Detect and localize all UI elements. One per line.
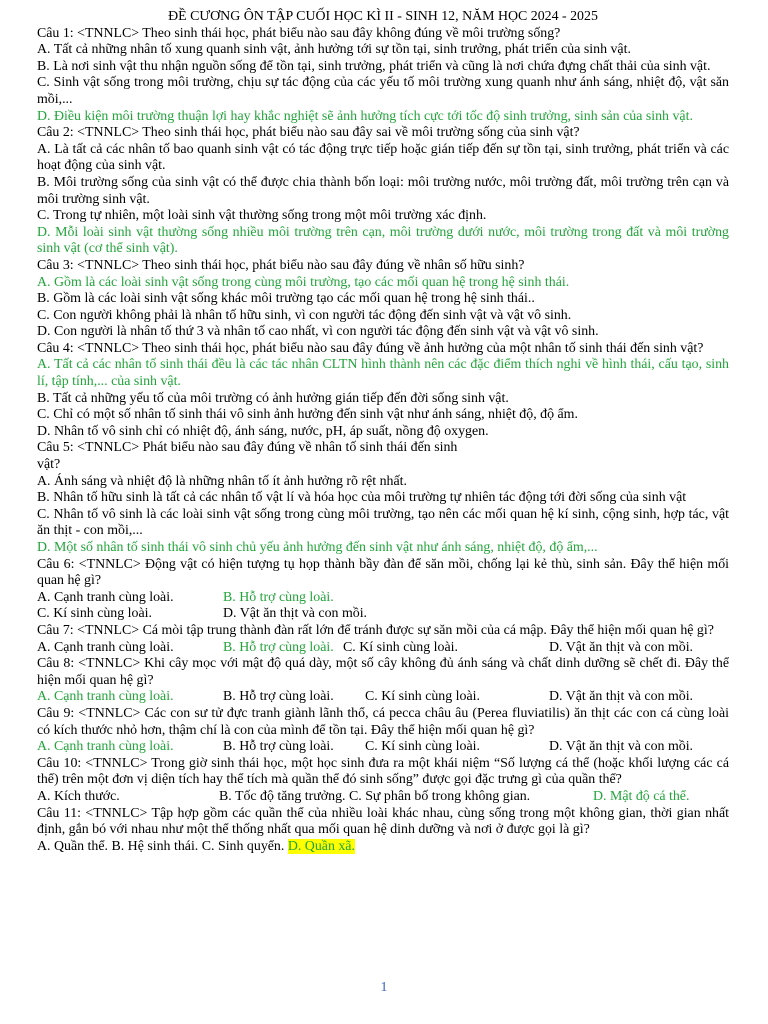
document-body (37, 9, 729, 855)
question-7-stem: Câu 7: <TNNLC> Cá mòi tập trung thành đàn rất lớn để tránh được sự săn mồi của cá mập. Đây thể hiện mối quan hệ gì? (37, 622, 714, 638)
question-2-option-d: D. Mỗi loài sinh vật thường sống nhiều môi trường trên cạn, môi trường dưới nước, môi trường trong đất và môi trường sinh vật (cơ thể sinh vật). (37, 224, 729, 257)
question-4-option-c: C. Chỉ có một số nhân tố sinh thái vô sinh ảnh hưởng đến sinh vật như ánh sáng, nhiệt độ, độ ẩm. (37, 407, 578, 423)
question-9-stem: Câu 9: <TNNLC> Các con sư tử đực tranh giành lãnh thổ, cá pecca châu âu (Perea fluviatilis) ăn thịt các con cá cùng loài có kích thước nhỏ hơn, thậm chí là con của mình để tồn tại. Đây thể hiện mối quan hệ gì? (37, 705, 729, 738)
question-8-stem: Câu 8: <TNNLC> Khi cây mọc với mật độ quá dày, một số cây không đủ ánh sáng và chất dinh dưỡng sẽ chết đi. Đây thể hiện mối quan hệ gì? (37, 656, 729, 688)
question-10-option-d: D. Mật độ cá thể. (593, 788, 690, 804)
question-2-option-a: A. Là tất cả các nhân tố bao quanh sinh vật có tác động trực tiếp hoặc gián tiếp đến sự tồn tại, sinh trưởng, phát triển và các hoạt động của sinh vật. (37, 141, 729, 174)
question-1-option-d: D. Điều kiện môi trường thuận lợi hay khắc nghiệt sẽ ảnh hưởng tích cực tới tốc độ sinh trưởng, sinh sản của sinh vật. (37, 108, 693, 124)
question-10-option-c: C. Sự phân bố trong không gian. (349, 788, 531, 804)
question-10-stem: Câu 10: <TNNLC> Trong giờ sinh thái học, một học sinh đưa ra một khái niệm “Số lượng cá thể (hoặc khối lượng các cá thể) trên một đơn vị diện tích hay thể tích mà quần thể đó sinh sống” được gọi đặc trưng gì của quần thể? (37, 755, 729, 788)
question-3-option-a: A. Gồm là các loài sinh vật sống trong cùng môi trường, tạo các mối quan hệ trong hệ sinh thái. (37, 274, 570, 290)
question-6-option-b: B. Hỗ trợ cùng loài. (223, 589, 334, 605)
question-5-stem: Câu 5: <TNNLC> Phát biểu nào sau đây đúng về nhân tố sinh thái đến sinh (37, 440, 458, 456)
question-9-option-d: D. Vật ăn thịt và con mồi. (549, 739, 694, 755)
question-6-options-row-1 (37, 590, 729, 607)
question-10-options-row (37, 789, 729, 806)
question-9-option-b: B. Hỗ trợ cùng loài. (223, 739, 334, 755)
question-3-option-b: B. Gồm là các loài sinh vật sống khác môi trường tạo các mối quan hệ trong hệ sinh thái.. (37, 291, 535, 307)
question-8-option-d: D. Vật ăn thịt và con mồi. (549, 689, 694, 705)
question-2-stem: Câu 2: <TNNLC> Theo sinh thái học, phát biểu nào sau đây sai về môi trường sống của sinh vật? (37, 125, 580, 141)
question-8-option-b: B. Hỗ trợ cùng loài. (223, 689, 334, 705)
question-5-stem-continued: vật? (37, 457, 61, 473)
question-6-option-c: C. Kí sinh cùng loài. (37, 606, 152, 622)
question-11-option-d: D. Quần xã. (287, 838, 355, 854)
question-6-stem: Câu 6: <TNNLC> Động vật có hiện tượng tụ họp thành bầy đàn để săn mồi, chống lại kẻ thù, sinh sản. Đây thể hiện mối quan hệ gì? (37, 556, 729, 589)
question-11-stem: Câu 11: <TNNLC> Tập hợp gồm các quần thể của nhiều loài khác nhau, cùng sống trong một không gian, thời gian nhất định, gắn bó với nhau như một thể thống nhất qua mối quan hệ dinh dưỡng và nơi ở được gọi là gì? (37, 805, 729, 838)
question-7-option-d: D. Vật ăn thịt và con mồi. (549, 639, 694, 655)
question-4-stem: Câu 4: <TNNLC> Theo sinh thái học, phát biểu nào sau đây đúng về ảnh hưởng của một nhân tố sinh thái đến sinh vật? (37, 340, 704, 356)
question-8-options-row (37, 689, 729, 706)
question-8-option-c: C. Kí sinh cùng loài. (365, 689, 480, 705)
question-1-option-a: A. Tất cả những nhân tố xung quanh sinh vật, ảnh hưởng tới sự tồn tại, sinh trưởng, phát triển của sinh vật. (37, 42, 631, 58)
question-4-option-b: B. Tất cả những yếu tố của môi trường có ảnh hưởng gián tiếp đến đời sống sinh vật. (37, 390, 509, 406)
question-5-option-b: B. Nhân tố hữu sinh là tất cả các nhân tố vật lí và hóa học của môi trường tự nhiên tác động tới đời sống của sinh vật (37, 490, 687, 506)
question-3-stem: Câu 3: <TNNLC> Theo sinh thái học, phát biểu nào sau đây đúng về nhân số hữu sinh? (37, 257, 525, 273)
question-5-option-d: D. Một số nhân tố sinh thái vô sinh chủ yếu ảnh hưởng đến sinh vật như ánh sáng, nhiệt độ, độ ẩm,... (37, 540, 598, 555)
question-2-option-c: C. Trong tự nhiên, một loài sinh vật thường sống trong một môi trường xác định. (37, 208, 487, 224)
question-4-option-d: D. Nhân tố vô sinh chỉ có nhiệt độ, ánh sáng, nước, pH, áp suất, nồng độ oxygen. (37, 423, 489, 439)
question-6-option-a: A. Cạnh tranh cùng loài. (37, 589, 174, 605)
question-5-option-c: C. Nhân tố vô sinh là các loài sinh vật sống trong cùng môi trường, tạo nên các mối quan hệ kí sinh, cộng sinh, hợp tác, vật ăn thịt - con mồi,... (37, 506, 729, 539)
question-3-option-c: C. Con người không phải là nhân tố hữu sinh, vì con người tác động đến sinh vật và vật vô sinh. (37, 307, 572, 323)
question-7-option-c: C. Kí sinh cùng loài. (343, 639, 458, 655)
question-10-option-a: A. Kích thước. (37, 788, 120, 804)
question-9-options-row (37, 739, 729, 756)
question-6-options-row-2 (37, 606, 729, 623)
document-title: ĐỀ CƯƠNG ÔN TẬP CUỐI HỌC KÌ II - SINH 12, NĂM HỌC 2024 - 2025 (168, 9, 598, 24)
question-7-option-a: A. Cạnh tranh cùng loài. (37, 639, 174, 655)
question-3-option-d: D. Con người là nhân tố thứ 3 và nhân tố cao nhất, vì con người tác động đến sinh vật và vật vô sinh. (37, 324, 599, 340)
question-9-option-c: C. Kí sinh cùng loài. (365, 739, 480, 755)
question-7-options-row (37, 640, 729, 657)
question-7-option-b: B. Hỗ trợ cùng loài. (223, 639, 334, 655)
question-1-option-c: C. Sinh vật sống trong môi trường, chịu sự tác động của các yếu tố môi trường xung quanh như ánh sáng, nhiệt độ, vật săn mồi,... (37, 75, 729, 107)
question-11-option-a: A. Quần thể. (37, 838, 108, 854)
question-10-option-b: B. Tốc độ tăng trưởng. (219, 788, 346, 804)
question-2-option-b: B. Môi trường sống của sinh vật có thể được chia thành bốn loại: môi trường nước, môi trường đất, môi trường trên cạn và môi trường sinh vật. (37, 174, 729, 207)
question-6-option-d: D. Vật ăn thịt và con mồi. (223, 606, 368, 622)
question-9-option-a: A. Cạnh tranh cùng loài. (37, 739, 174, 755)
question-5-option-a: A. Ánh sáng và nhiệt độ là những nhân tố ít ảnh hưởng rõ rệt nhất. (37, 473, 407, 489)
question-4-option-a: A. Tất cả các nhân tố sinh thái đều là các tác nhân CLTN hình thành nên các đặc điểm thích nghi về hình thái, cấu tạo, sinh lí, tập tính,... của sinh vật. (37, 357, 729, 390)
question-11-options-row (37, 839, 729, 856)
question-11-option-c: C. Sinh quyển. (201, 838, 285, 854)
page-number: 1 (380, 980, 388, 995)
question-11-option-b: B. Hệ sinh thái. (111, 838, 199, 854)
question-1-option-b: B. Là nơi sinh vật thu nhận nguồn sống để tồn tại, sinh trưởng, phát triển và cũng là nơi chứa đựng chất thải của sinh vật. (37, 58, 711, 74)
question-8-option-a: A. Cạnh tranh cùng loài. (37, 689, 174, 705)
question-1-stem: Câu 1: <TNNLC> Theo sinh thái học, phát biểu nào sau đây không đúng về môi trường sống? (37, 25, 561, 41)
